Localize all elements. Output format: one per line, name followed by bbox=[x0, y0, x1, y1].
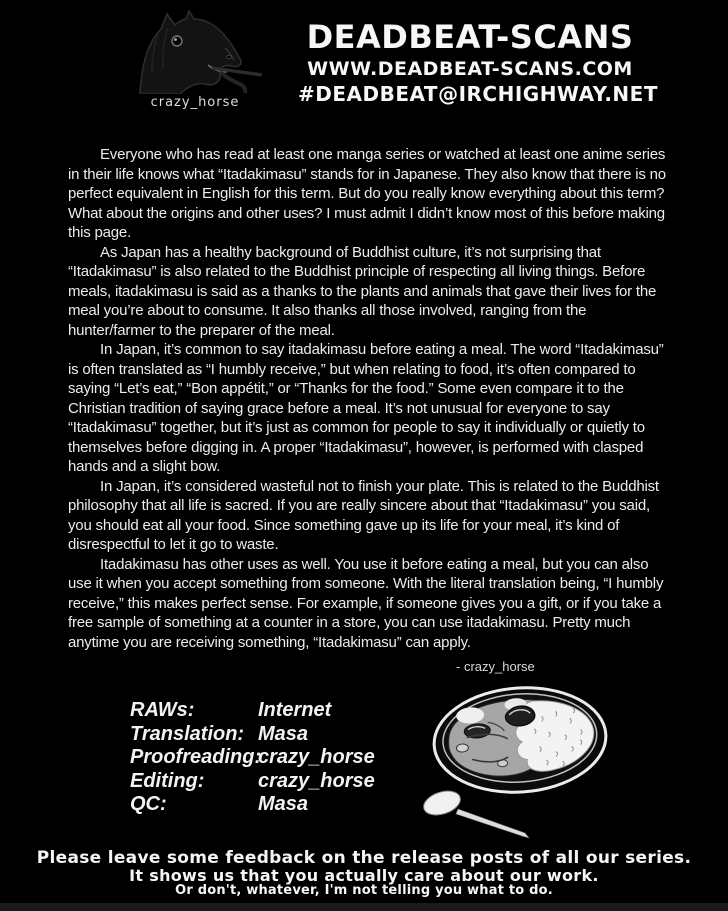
credit-value: Masa bbox=[258, 722, 309, 745]
horse-icon bbox=[128, 10, 262, 94]
credit-row-translation bbox=[130, 723, 375, 747]
credit-value: Internet bbox=[258, 699, 332, 721]
article-body bbox=[68, 145, 672, 677]
credit-label: QC: bbox=[130, 793, 167, 815]
logo-caption: crazy_horse bbox=[150, 95, 240, 110]
footer-note bbox=[0, 849, 728, 898]
credit-label: Editing: bbox=[130, 769, 205, 792]
credit-row-raws bbox=[130, 699, 375, 723]
credit-row-proofreading bbox=[130, 746, 375, 770]
irc-channel: #DEADBEAT@IRCHIGHWAY.NET bbox=[298, 82, 658, 106]
credit-value: crazy_horse bbox=[258, 746, 375, 768]
website-url: WWW.DEADBEAT-SCANS.COM bbox=[307, 58, 633, 80]
title-block bbox=[298, 18, 658, 106]
staff-credits bbox=[130, 699, 375, 817]
credit-label: RAWs: bbox=[130, 699, 195, 721]
scan-edge-bar bbox=[0, 903, 728, 911]
credit-value: crazy_horse bbox=[258, 769, 375, 792]
credit-row-qc bbox=[130, 793, 375, 817]
credit-value: Masa bbox=[258, 793, 309, 815]
paragraph-finish-your-plate: In Japan, it’s considered wasteful not to finish your plate. This is related to the Buddhist philosophy that all life is sacred. If you are really sincere about that “Itadakimasu” you said, you should eat all your food. Since something gave up its life for your meal, it’s kind of disrespectful to let it go to waste. bbox=[68, 477, 659, 553]
curry-rice-plate-icon bbox=[415, 670, 640, 850]
paragraph-intro: Everyone who has read at least one manga series or watched at least one anime series in their life knows what “Itadakimasu” stands for in Japanese. They also know that there is no perfect equivalent in English for this term. But do you really know everything about this term? What about the origins and other uses? I must admit I didn’t know most of this before making this page. bbox=[68, 146, 666, 241]
credit-row-editing bbox=[130, 770, 375, 794]
feedback-line-2: It shows us that you actually care about our work. bbox=[129, 866, 599, 885]
paragraph-other-uses: Itadakimasu has other uses as well. You use it before eating a meal, but you can also use it when you accept something from someone. With the literal translation being, “I humbly receive,” this makes perfect sense. For example, if someone gives you a gift, or if you take a free sample of something at a counter in a store, you can use itadakimasu. Pretty much anytime you are receiving something, “Itadakimasu” can apply. bbox=[68, 555, 664, 651]
paragraph-buddhist-origin: As Japan has a healthy background of Buddhist culture, it’s not surprising that “Itadakimasu” is also related to the Buddhist principle of respecting all living things. Before meals, itadakimasu is said as a thanks to the plants and animals that gave their lives for the meal you’re about to consume. It also thanks all those involved, ranging from the hunter/farmer to the preparer of the meal. bbox=[68, 243, 657, 339]
group-logo bbox=[128, 10, 262, 110]
paragraph-usage-before-meal: In Japan, it’s common to say itadakimasu before eating a meal. The word “Itadakimasu” is often translated as “I humbly receive,” but when relating to food, it’s often compared to saying “Let’s eat,” “Bon appétit,” or “Thanks for the food.” Some even compare it to the Christian tradition of saying grace before a meal. It’s not unusual for everyone to say “Itadakimasu” together, but it’s just as common for people to say it individually or quietly to themselves before digging in. A proper “Itadakimasu”, however, is performed with clasped hands and a slight bow. bbox=[68, 341, 664, 475]
feedback-line-3: Or don't, whatever, I'm not telling you what to do. bbox=[175, 883, 553, 898]
credit-label: Translation: bbox=[130, 722, 245, 745]
spoon-icon bbox=[421, 787, 529, 838]
feedback-line-1: Please leave some feedback on the release posts of all our series. bbox=[36, 848, 692, 868]
credit-label: Proofreading: bbox=[130, 746, 262, 768]
author-signature: - crazy_horse bbox=[456, 659, 535, 674]
page-title: DEADBEAT-SCANS bbox=[306, 18, 634, 56]
